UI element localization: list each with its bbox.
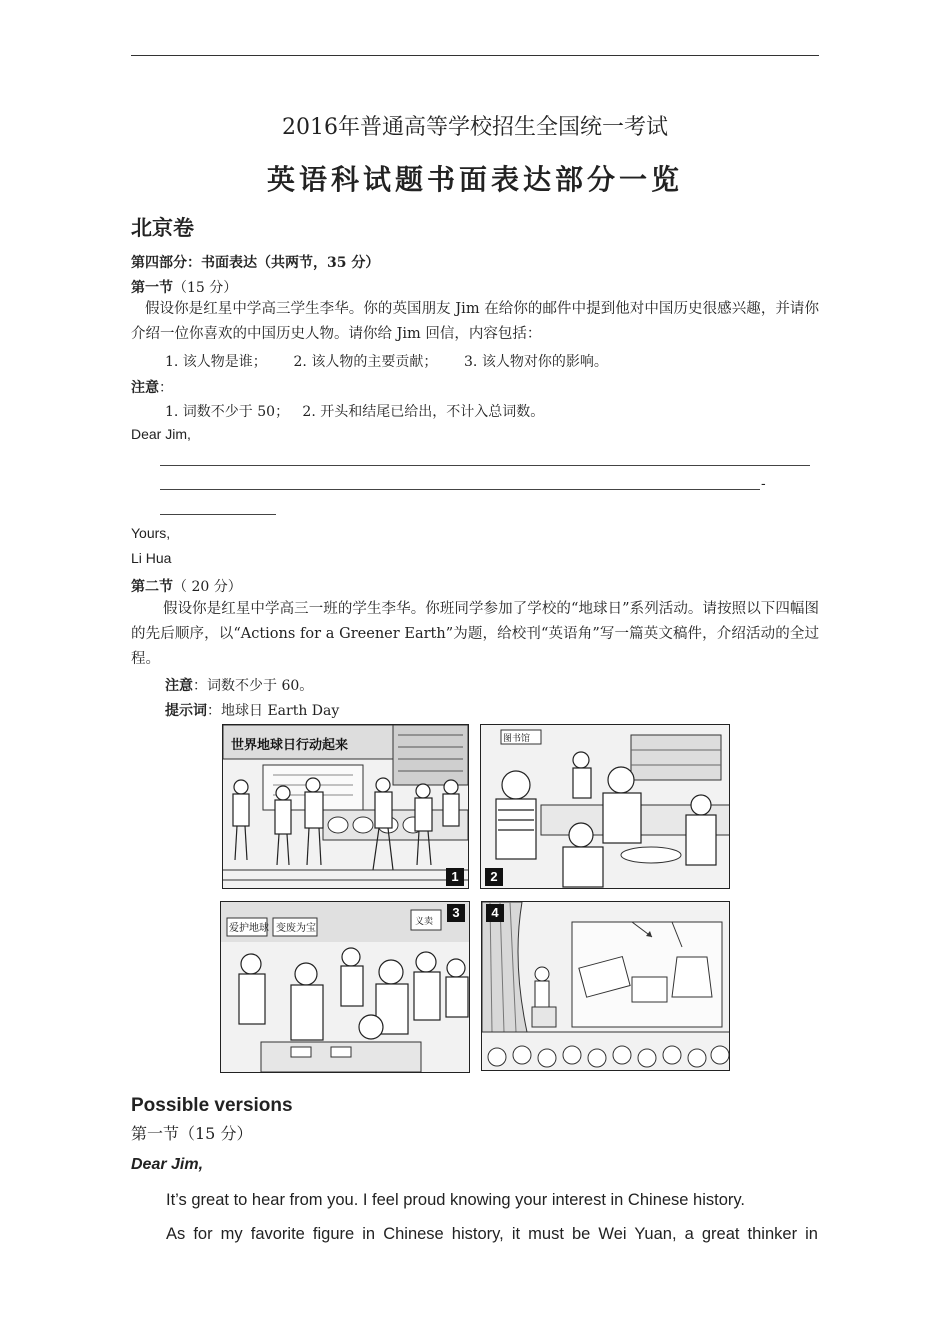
illustration-panel-2 [480,724,730,889]
panel-2-drawing [481,725,729,888]
section2-note [165,675,313,695]
note-colon: ： [159,380,173,396]
panel-4-number: 4 [486,904,504,922]
illustration-panel-3 [220,901,470,1073]
panel-2-number: 2 [485,868,503,886]
note-label: 注意 [131,380,159,396]
panel-3-sign-1: 爱护地球 [229,923,269,934]
panel-3-number: 3 [447,904,465,922]
answer-line-2 [160,489,760,490]
section1-heading [131,277,237,297]
section1-note-items: 1. 词数不少于 50； 2. 开头和结尾已给出，不计入总词数。 [165,404,545,420]
section1-items: 1. 该人物是谁； 2. 该人物的主要贡献； 3. 该人物对你的影响。 [165,354,608,370]
section2-hint [165,700,339,720]
essay-line-1: It’s great to hear from you. I feel proud knowing your interest in Chinese history. [166,1191,746,1209]
answer-line-dash: - [761,475,766,491]
panel-4-drawing [482,902,729,1070]
possible-greeting: Dear Jim, [131,1156,204,1173]
panel-1-number: 1 [446,868,464,886]
answer-line-3 [160,514,276,515]
letter-greeting: Dear Jim, [131,426,191,442]
section1-note [131,377,173,397]
section2-points: （ 20 分） [173,579,242,595]
essay-line-2: As for my favorite figure in Chinese history, it must be Wei Yuan, a great thinker in [166,1225,818,1243]
panel-2-sign-text: 图书馆 [503,734,531,744]
panel-3-drawing [221,902,469,1072]
hint-label: 提示词 [165,703,207,719]
section1-points: （15 分） [173,280,238,296]
hint-text: ：地球日 Earth Day [207,703,340,719]
answer-line-1 [160,465,810,466]
section2-prompt: 假设你是红星中学高三一班的学生李华。你班同学参加了学校的“地球日”系列活动。请按照以下四幅图的先后顺序，以“Actions for a Greener Earth”为题，给校刊“英语角”写一篇英文稿件，介绍活动的全过程。 [131,601,819,667]
beijing-heading: 北京卷 [131,215,194,240]
section2-heading [131,576,242,596]
section2-note-text: ：词数不少于 60。 [193,678,314,694]
section1-label: 第一节 [131,280,173,296]
letter-signature: Li Hua [131,550,172,566]
top-rule [131,55,819,56]
section1-prompt: 假设你是红星中学高三学生李华。你的英国朋友 Jim 在给你的邮件中提到他对中国历史很感兴趣，并请你介绍一位你喜欢的中国历史人物。请你给 Jim 回信，内容包括： [131,301,819,342]
panel-1-banner-text: 世界地球日行动起来 [231,738,349,753]
section2-note-label: 注意 [165,678,193,694]
section2-label: 第二节 [131,579,173,595]
possible-section1: 第一节（15 分） [131,1124,253,1143]
possible-versions-heading: Possible versions [131,1095,293,1116]
document-title: 英语科试题书面表达部分一览 [266,163,683,196]
part4-heading: 第四部分：书面表达（共两节，35 分） [131,255,380,271]
panel-1-drawing [223,725,468,888]
panel-3-sign-2: 变废为宝 [276,923,316,934]
letter-closing: Yours, [131,525,171,541]
panel-3-sign-3: 义卖 [415,917,434,927]
illustration-panel-4 [481,901,730,1071]
exam-title: 2016年普通高等学校招生全国统一考试 [282,115,668,140]
illustration-panel-1 [222,724,469,889]
